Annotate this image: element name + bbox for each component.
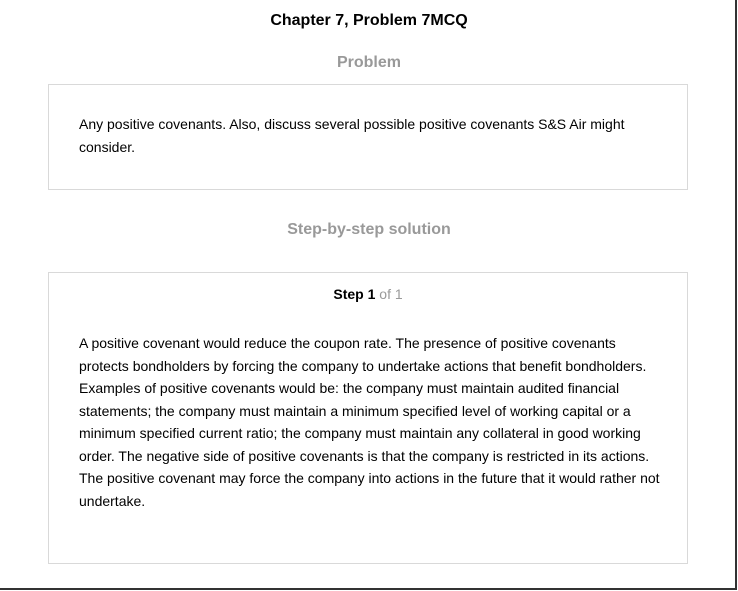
problem-box (48, 84, 688, 190)
page-title: Chapter 7, Problem 7MCQ (270, 12, 468, 29)
problem-text: Any positive covenants. Also, discuss several possible positive covenants S&S Air might consider. (79, 116, 625, 155)
step-indicator (49, 286, 687, 302)
step-word: Step (333, 286, 364, 302)
problem-heading: Problem (336, 54, 401, 71)
step-number: 1 (367, 286, 376, 302)
solution-heading: Step-by-step solution (287, 221, 451, 238)
solution-text: A positive covenant would reduce the coupon rate. The presence of positive covenants protects bondholders by forcing the company to undertake actions that benefit bondholders. Examples of positive covenants would be: the company must maintain audited financial statements; the company must maintain a minimum specified level of working capital or a minimum specified current ratio; the company must maintain any collateral in good working order. The negative side of positive covenants is that the company is restricted in its actions. The positive covenant may force the company into actions in the future that it would rather not undertake. (79, 335, 660, 509)
solution-box (48, 272, 688, 564)
step-total: of 1 (379, 286, 403, 302)
